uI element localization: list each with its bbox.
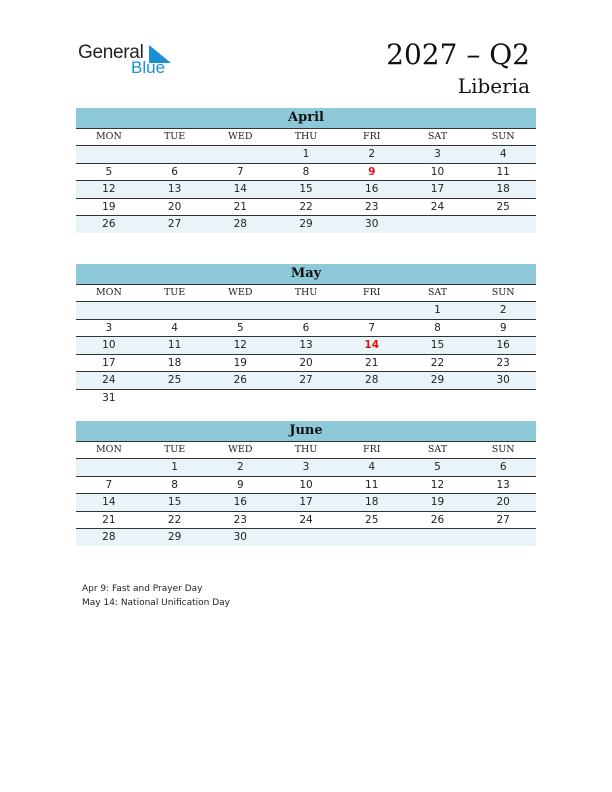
- week-row: [76, 302, 536, 320]
- date-cell: [76, 302, 142, 319]
- date-cell: 24: [430, 200, 445, 213]
- date-cell: 13: [496, 478, 510, 491]
- weekday-label: THU: [294, 131, 318, 142]
- date-cell: 27: [167, 218, 182, 230]
- date-cell: [207, 390, 273, 407]
- date-cell: 16: [496, 339, 510, 351]
- holiday-notes: [82, 582, 230, 610]
- date-cell: [76, 459, 142, 476]
- holiday-date-cell: 9: [368, 165, 376, 178]
- weekday-label: SUN: [491, 444, 515, 455]
- week-row: [76, 164, 536, 182]
- date-cell: [273, 529, 339, 546]
- week-row: [76, 355, 536, 373]
- weekday-label: THU: [294, 287, 318, 298]
- date-cell: 27: [496, 513, 510, 526]
- weekday-label: TUE: [163, 444, 186, 455]
- week-row: [76, 529, 536, 546]
- date-cell: 15: [167, 496, 182, 508]
- date-cell: 30: [233, 531, 247, 543]
- date-cell: [405, 216, 471, 233]
- country-name: Liberia: [457, 74, 530, 98]
- week-row: [76, 216, 536, 233]
- weekday-label: MON: [95, 444, 122, 455]
- date-cell: 10: [102, 339, 116, 351]
- date-cell: 25: [167, 374, 182, 386]
- date-cell: 11: [365, 478, 379, 491]
- date-cell: 3: [302, 461, 310, 473]
- date-cell: 7: [105, 478, 113, 491]
- date-cell: 22: [430, 356, 445, 369]
- date-cell: 2: [236, 461, 244, 473]
- week-row: [76, 512, 536, 530]
- weekday-label: FRI: [362, 287, 381, 298]
- date-cell: 24: [299, 513, 313, 526]
- date-cell: 17: [430, 183, 445, 195]
- date-cell: 20: [299, 356, 313, 369]
- date-cell: 18: [167, 356, 182, 369]
- date-cell: [142, 146, 208, 163]
- date-cell: 28: [233, 218, 247, 230]
- weekday-label: THU: [294, 444, 318, 455]
- date-cell: 19: [233, 356, 247, 369]
- date-cell: 12: [233, 339, 247, 351]
- holiday-date-cell: 14: [364, 339, 380, 351]
- date-cell: 23: [233, 513, 247, 526]
- weekday-label: FRI: [362, 131, 381, 142]
- date-cell: 6: [499, 461, 507, 473]
- date-cell: [142, 302, 208, 319]
- logo-blue-text: Blue: [131, 58, 166, 77]
- date-cell: 12: [102, 183, 116, 195]
- date-cell: 17: [102, 356, 116, 369]
- date-cell: 18: [365, 496, 379, 508]
- date-cell: 3: [105, 321, 113, 334]
- week-row: [76, 337, 536, 355]
- date-cell: [405, 390, 471, 407]
- date-cell: 29: [167, 531, 182, 543]
- date-cell: 7: [368, 321, 376, 334]
- month-title: June: [76, 421, 536, 442]
- month-june: [76, 421, 536, 546]
- date-cell: 13: [299, 339, 313, 351]
- week-row: [76, 494, 536, 512]
- date-cell: 6: [302, 321, 310, 334]
- date-cell: [76, 146, 142, 163]
- week-row: [76, 320, 536, 338]
- logo: [78, 42, 188, 82]
- date-cell: [207, 302, 273, 319]
- week-row: [76, 372, 536, 390]
- date-cell: [207, 146, 273, 163]
- date-cell: 11: [167, 339, 182, 351]
- date-cell: 19: [102, 200, 116, 213]
- date-cell: [339, 390, 405, 407]
- date-cell: 3: [434, 148, 441, 160]
- date-cell: 17: [299, 496, 313, 508]
- weekday-label: SAT: [427, 287, 448, 298]
- weekday-label: SAT: [427, 131, 448, 142]
- date-cell: [339, 302, 405, 319]
- month-april: [76, 108, 536, 233]
- date-cell: 21: [102, 513, 116, 526]
- weekday-label: SUN: [491, 131, 515, 142]
- date-cell: 20: [496, 496, 510, 508]
- date-cell: 26: [233, 374, 247, 386]
- date-cell: 9: [236, 478, 244, 491]
- date-cell: 9: [499, 321, 507, 334]
- week-row: [76, 199, 536, 217]
- date-cell: 29: [430, 374, 445, 386]
- date-cell: [405, 529, 471, 546]
- date-cell: 30: [496, 374, 510, 386]
- date-cell: 5: [105, 165, 113, 178]
- date-cell: [273, 302, 339, 319]
- weekday-label: TUE: [163, 287, 186, 298]
- date-cell: 14: [233, 183, 247, 195]
- date-cell: 1: [171, 461, 178, 473]
- date-cell: 24: [102, 374, 116, 386]
- date-cell: [339, 529, 405, 546]
- date-cell: 2: [368, 148, 376, 160]
- date-cell: 23: [365, 200, 379, 213]
- week-row: [76, 390, 536, 407]
- date-cell: 8: [434, 321, 441, 334]
- date-cell: 28: [102, 531, 116, 543]
- weekday-label: SUN: [491, 287, 515, 298]
- date-cell: 30: [365, 218, 379, 230]
- date-cell: [470, 216, 536, 233]
- date-cell: 14: [102, 496, 116, 508]
- weekday-label: WED: [228, 287, 253, 298]
- weekday-header-row: [76, 285, 536, 302]
- date-cell: 4: [368, 461, 376, 473]
- weekday-label: WED: [228, 444, 253, 455]
- weekday-header-row: [76, 129, 536, 146]
- date-cell: 10: [299, 478, 313, 491]
- date-cell: 8: [171, 478, 178, 491]
- date-cell: 25: [496, 200, 510, 213]
- date-cell: 26: [102, 218, 116, 230]
- month-title: May: [76, 264, 536, 285]
- date-cell: 10: [430, 165, 445, 178]
- date-cell: 4: [171, 321, 178, 334]
- date-cell: 7: [236, 165, 244, 178]
- date-cell: 21: [233, 200, 247, 213]
- weekday-label: TUE: [163, 131, 186, 142]
- weekday-label: MON: [95, 131, 122, 142]
- holiday-note: May 14: National Unification Day: [82, 598, 230, 608]
- week-row: [76, 459, 536, 477]
- weekday-label: SAT: [427, 444, 448, 455]
- date-cell: 1: [434, 304, 441, 316]
- date-cell: 25: [365, 513, 379, 526]
- date-cell: 31: [102, 391, 116, 404]
- date-cell: 4: [499, 148, 507, 160]
- date-cell: 12: [430, 478, 445, 491]
- date-cell: 21: [365, 356, 379, 369]
- date-cell: 19: [430, 496, 445, 508]
- date-cell: 22: [299, 200, 313, 213]
- date-cell: 15: [299, 183, 313, 195]
- date-cell: [470, 390, 536, 407]
- date-cell: 13: [167, 183, 182, 195]
- date-cell: 22: [167, 513, 182, 526]
- month-may: [76, 264, 536, 406]
- week-row: [76, 146, 536, 164]
- date-cell: 27: [299, 374, 313, 386]
- date-cell: 6: [171, 165, 178, 178]
- date-cell: 5: [434, 461, 441, 473]
- date-cell: 8: [302, 165, 310, 178]
- date-cell: 15: [430, 339, 445, 351]
- month-title: April: [76, 108, 536, 129]
- date-cell: [470, 529, 536, 546]
- date-cell: 16: [365, 183, 379, 195]
- logo-general-text: General: [78, 42, 144, 63]
- date-cell: 1: [302, 148, 310, 160]
- date-cell: 28: [365, 374, 379, 386]
- weekday-label: MON: [95, 287, 122, 298]
- date-cell: 23: [496, 356, 510, 369]
- date-cell: [273, 390, 339, 407]
- date-cell: 18: [496, 183, 510, 195]
- date-cell: [142, 390, 208, 407]
- date-cell: 5: [236, 321, 244, 334]
- date-cell: 11: [496, 165, 510, 178]
- weekday-header-row: [76, 442, 536, 459]
- date-cell: 26: [430, 513, 445, 526]
- week-row: [76, 477, 536, 495]
- holiday-note: Apr 9: Fast and Prayer Day: [82, 584, 203, 594]
- date-cell: 20: [167, 200, 182, 213]
- weekday-label: WED: [228, 131, 253, 142]
- weekday-label: FRI: [362, 444, 381, 455]
- week-row: [76, 181, 536, 199]
- date-cell: 16: [233, 496, 247, 508]
- date-cell: 29: [299, 218, 313, 230]
- page-title: 2027 – Q2: [386, 38, 530, 71]
- date-cell: 2: [499, 304, 507, 316]
